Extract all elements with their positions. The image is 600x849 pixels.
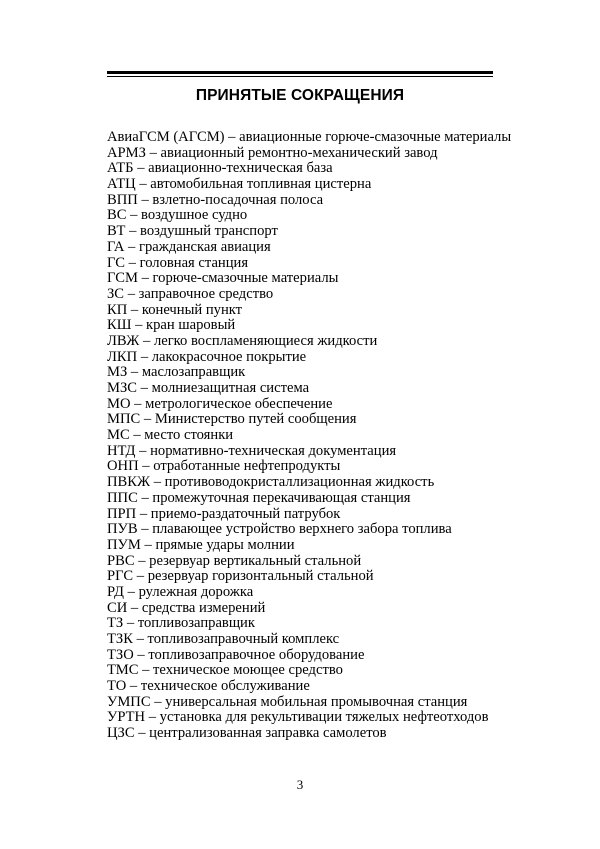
abbreviation-item: МЗС – молниезащитная система <box>107 380 310 396</box>
page-title: ПРИНЯТЫЕ СОКРАЩЕНИЯ <box>195 87 405 104</box>
abbreviation-item: ЛВЖ – легко воспламеняющиеся жидкости <box>107 332 378 349</box>
abbreviation-item: КП – конечный пункт <box>107 301 243 318</box>
abbreviation-item: ТО – техническое обслуживание <box>107 678 310 695</box>
abbreviation-item: АвиаГСМ (АГСМ) – авиационные горюче-смазочные материалы <box>107 129 512 145</box>
abbreviation-list <box>107 129 512 742</box>
abbreviation-item: МПС – Министерство путей сообщения <box>107 411 357 428</box>
abbreviation-item: МС – место стоянки <box>107 427 234 444</box>
abbreviation-item: ПУМ – прямые удары молнии <box>107 536 295 553</box>
abbreviation-item: ГА – гражданская авиация <box>107 238 271 255</box>
abbreviation-item: КШ – кран шаровый <box>107 317 236 334</box>
abbreviation-item: МО – метрологическое обеспечение <box>107 395 333 412</box>
abbreviation-item: РВС – резервуар вертикальный стальной <box>107 552 362 569</box>
abbreviation-item: ТМС – техническое моющее средство <box>107 662 343 679</box>
abbreviation-item: ВТ – воздушный транспорт <box>107 223 278 240</box>
abbreviation-item: ПВКЖ – противоводокристаллизационная жидкость <box>107 474 435 491</box>
abbreviation-item: РД – рулежная дорожка <box>107 583 254 600</box>
abbreviation-item: АТБ – авиационно-техническая база <box>107 160 333 177</box>
abbreviation-item: УРТН – установка для рекультивации тяжелых нефтеотходов <box>107 709 489 726</box>
abbreviation-item: ЛКП – лакокрасочное покрытие <box>107 348 307 365</box>
abbreviation-item: ТЗК – топливозаправочный комплекс <box>107 631 340 647</box>
abbreviation-item: ГСМ – горюче-смазочные материалы <box>107 270 339 287</box>
abbreviation-item: ТЗ – топливозаправщик <box>107 615 255 632</box>
abbreviation-item: СИ – средства измерений <box>107 599 266 616</box>
header-rule-thick <box>107 71 493 74</box>
abbreviation-item: ОНП – отработанные нефтепродукты <box>107 458 341 475</box>
abbreviation-item: ГС – головная станция <box>107 254 249 271</box>
abbreviation-item: ВС – воздушное судно <box>107 207 248 224</box>
abbreviation-item: ППС – промежуточная перекачивающая станция <box>107 489 411 506</box>
abbreviation-item: РГС – резервуар горизонтальный стальной <box>107 568 374 585</box>
abbreviation-item: ПУВ – плавающее устройство верхнего забора топлива <box>107 521 452 538</box>
page-number: 3 <box>296 777 304 792</box>
header-rule-thin <box>107 76 493 77</box>
abbreviation-item: ЗС – заправочное средство <box>107 285 274 302</box>
abbreviation-item: ТЗО – топливозаправочное оборудование <box>107 646 365 663</box>
abbreviation-item: ВПП – взлетно-посадочная полоса <box>107 191 324 208</box>
abbreviation-item: НТД – нормативно-техническая документация <box>107 442 397 459</box>
abbreviation-item: АТЦ – автомобильная топливная цистерна <box>107 176 372 193</box>
abbreviation-item: УМПС – универсальная мобильная промывочная станция <box>107 693 468 710</box>
abbreviation-item: ЦЗС – централизованная заправка самолетов <box>107 725 387 742</box>
abbreviation-item: АРМЗ – авиационный ремонтно-механический завод <box>107 144 438 161</box>
abbreviation-item: МЗ – маслозаправщик <box>107 364 246 381</box>
abbreviation-item: ПРП – приемо-раздаточный патрубок <box>107 505 341 522</box>
